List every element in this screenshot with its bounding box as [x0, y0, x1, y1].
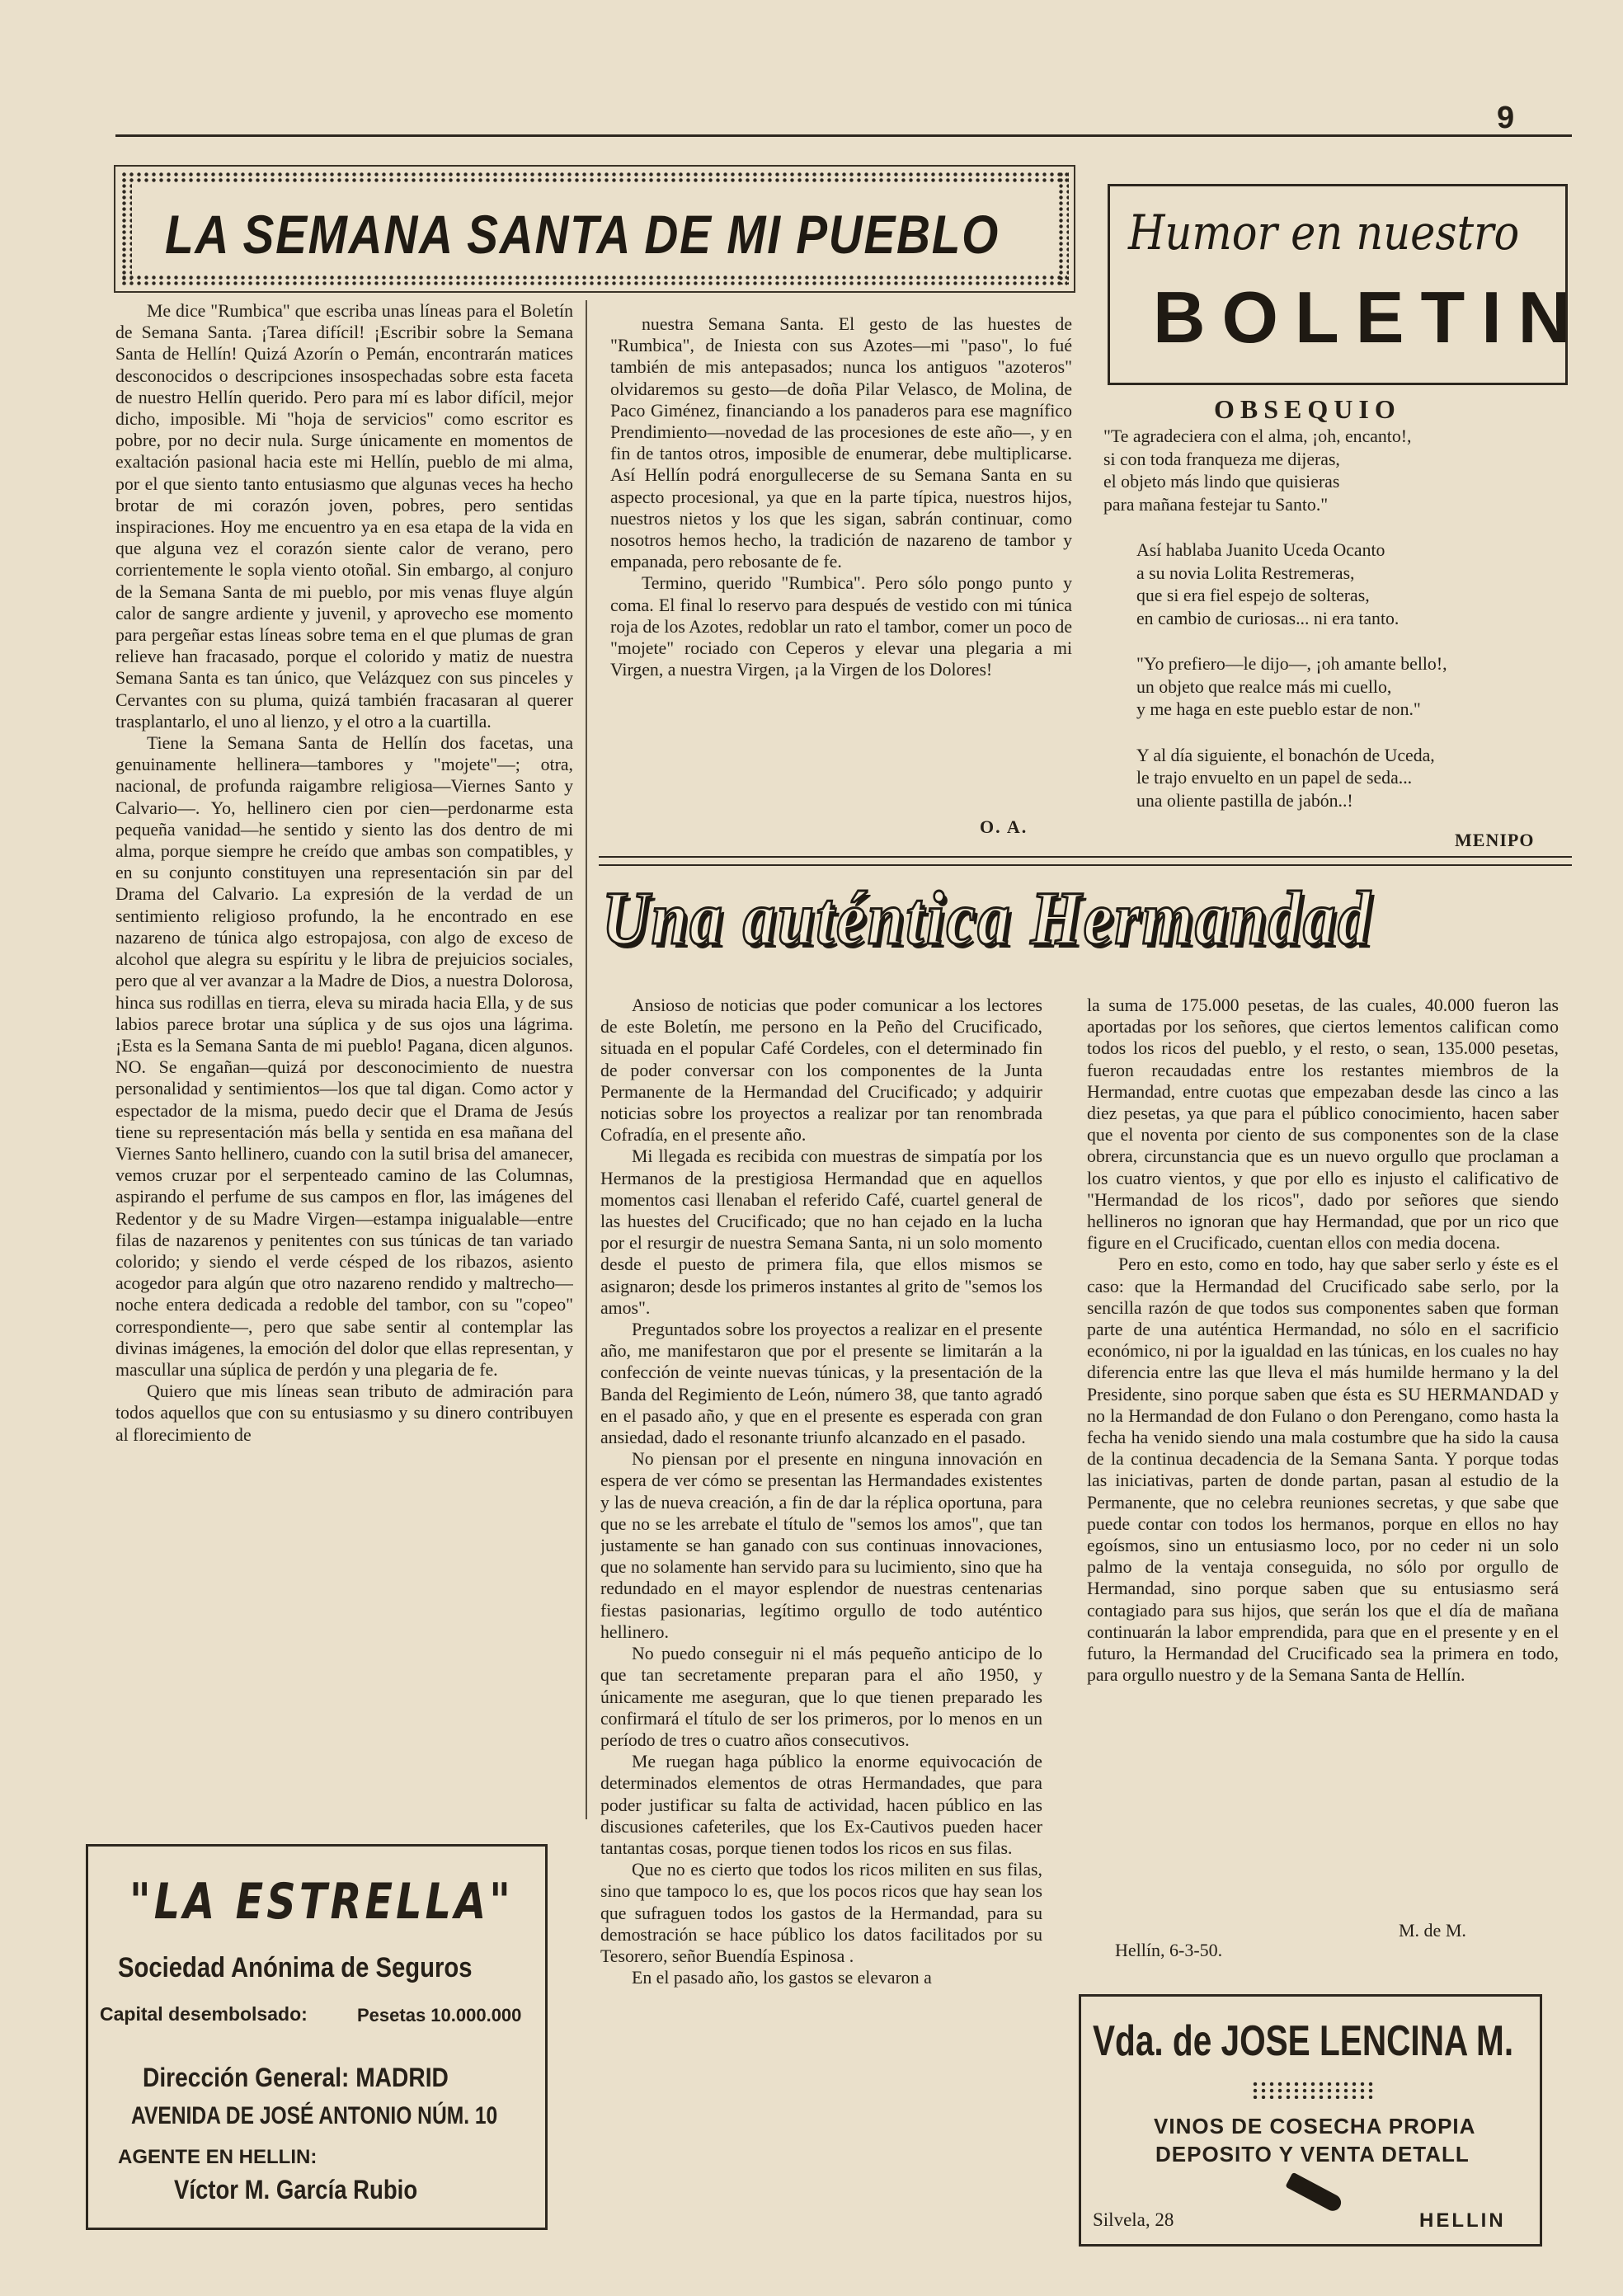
ad-estrella-name: "LA ESTRELLA": [129, 1873, 515, 1931]
ad-estrella-capital-value: Pesetas 10.000.000: [357, 2005, 522, 2025]
ad-lencina-address: Silvela, 28: [1093, 2209, 1174, 2230]
humor-title-line2: BOLETIN: [1153, 276, 1588, 358]
poem-stanza: Y al día siguiente, el bonachón de Uceda, le trajo envuelto en un papel de seda... una oliente pastilla de jabón..!: [1136, 745, 1435, 811]
paragraph: Termino, querido "Rumbica". Pero sólo pongo punto y coma. El final lo reservo para después de vestido con mi túnica roja de los Azotes, redoblar un rato el tambor, comer un poco de "mojete" rociado con Ceperos y elevar una plegaria a mi Virgen, a nuestra Virgen, ¡a la Virgen de los Dolores!: [610, 573, 1072, 680]
paragraph: Que no es cierto que todos los ricos militen en sus filas, sino que tampoco lo es, que los pocos ricos que hay sean los que sufraguen todos los gastos de la Hermandad, para su demostración se hace público los datos facilitados por su Tesorero, señor Buendía Espinosa .: [600, 1860, 1042, 1966]
article1-signature: O. A.: [980, 816, 1028, 837]
paragraph: Tiene la Semana Santa de Hellín dos facetas, una genuinamente hellinera—tambores y "mojete"—; otra, nacional, de profunda raigambre religiosa—Viernes Santo y Calvario—. Yo, hellinero cien por cien—perdonarme esta pequeña vanidad—he sentido y siento las dos dentro de mi alma, porque siempre he creído que ambas son compatibles, y en su conjunto constituyen una representación sin par del Drama del Calvario. La expresión de la verdad de un sentimiento religioso profundo, la he encontrado en ese nazareno de túnica algo estropajosa, con algo de exceso de alcohol que alegra su espíritu y le libra de prejuicios sociales, pero que al ver avanzar a la Madre de Dios, a nuestra Dolorosa, hinca sus rodillas en tierra, eleva su mirada hacia Ella, y de sus labios parece brotar una súplica y de sus ojos una lágrima. ¡Esta es la Semana Santa de mi pueblo! Pagana, dicen algunos. NO. Se engañan—quizá por desconocimiento de nuestra personalidad y sentimientos—los que tal digan. Como actor y espectador de la misma, puedo decir que el Drama de Jesús tiene su representación más bella y sentida en esa mañana del Viernes Santo hellinero, cuando con la sutil brisa del amanecer, vemos cruzar por el serpenteado camino de las Columnas, aspirando el perfume de sus campos en flor, las imágenes del Redentor y de su Madre Virgen—estampa inigualable—entre filas de nazarenos y penitentes con sus túnicas de tan variado colorido; y siendo el verde césped de los ribazos, asiento acogedor para algún que otro nazareno rendido y maltrecho—noche entera dedicada a redoble del tambor, con su "copeo" correspondiente—, pero que sabe sentir al contemplar las divinas imágenes, la emoción del dolor que ellas representan, y mascullar una súplica de perdón y una plegaria de fe.: [115, 733, 573, 1380]
ad-estrella-subtitle: Sociedad Anónima de Seguros: [118, 1952, 473, 1983]
ad-lencina-line1: VINOS DE COSECHA PROPIA: [1154, 2114, 1476, 2138]
poem-stanza: Así hablaba Juanito Uceda Ocanto a su novia Lolita Restremeras, que si era fiel espejo de solteras, en cambio de curiosas... ni era tanto.: [1136, 540, 1400, 628]
bottle-icon: [1285, 2172, 1343, 2214]
paragraph: No piensan por el presente en ninguna innovación en espera de ver cómo se presentan las Hermandades existentes y las de nueva creación, a fin de dar la réplica oportuna, para que no se les arrebate el título de "semos los amos", que tan justamente se han ganado con sus continuas innovaciones, que no solamente han servido para su lucimiento, sino que ha redundado en el mayor esplendor de nuestras centenarias fiestas pasionarias, legítimo orgullo de todo auténtico hellinero.: [600, 1449, 1042, 1642]
ad-lencina-city: HELLIN: [1419, 2209, 1506, 2232]
ad-lencina-ornament: [1251, 2081, 1375, 2099]
paragraph: No puedo conseguir ni el más pequeño anticipo de lo que tan secretamente preparan para el año 1950, y únicamente me aseguran, que lo que tienen preparado les confirmará el título de ser los primeros, por lo menos en un período de tres o cuatro años consecutivos.: [600, 1644, 1042, 1750]
humor-signature: MENIPO: [1455, 830, 1535, 850]
paragraph: Me ruegan haga público la enorme equivocación de determinados elementos de otras Hermandades, que para poder justificar su falta de actividad, hacen público en las discusiones cafeteriles, que los Ex-Cautivos pueden hacer tantantas cosas, porque tienen todos los ricos en sus filas.: [600, 1752, 1042, 1858]
paragraph: Preguntados sobre los proyectos a realizar en el presente año, me manifestaron que por el presente se limitarán a la confección de veinte nuevas túnicas, y la presentación de la Banda del Regimiento de León, número 38, que tanto agradó en el pasado año, y que en el presente es esperada con gran ansiedad, dado el resonante triunfo alcanzado en el pasado.: [600, 1320, 1042, 1448]
poem-stanza: "Te agradeciera con el alma, ¡oh, encanto!, si con toda franqueza me dijeras, el objeto más lindo que quisieras para mañana festejar tu Santo.": [1103, 426, 1412, 515]
poem: [1103, 426, 1574, 812]
ad-jose-lencina: [1079, 1994, 1542, 2247]
ad-estrella-agent-name: Víctor M. García Rubio: [174, 2175, 418, 2204]
paragraph: Me dice "Rumbica" que escriba unas líneas para el Boletín de Semana Santa. ¡Tarea difícil! ¡Escribir sobre la Semana Santa de Hellín! Quizá Azorín o Pemán, encontrarán matices desconocidos o descripciones insospechadas sobre esta faceta de nuestro Hellín querido. Pero para mí es labor difícil, mejor dicho, imposible. Mi "hoja de servicios" como escritor es pobre, por no decir nula. Surge únicamente en momentos de exaltación pasional hacia este mi Hellín, pueblo de mi alma, por el que siento tanto entusiasmo que algunas veces ha hecho brotar de mi corazón joven, pobres, pero sentidas inspiraciones. Hoy me encuentro ya en esa etapa de la vida en que alguna vez el corazón siente calor de verano, pero corrientemente le sopla viento otoñal. Sin embargo, al conjuro de la Semana Santa de mi pueblo, por mis venas fluye algún calor de sangre ardiente y juvenil, y aprovecho ese momento para pergeñar estas líneas sobre tema en el que plumas de gran relieve han fracasado, porque el colorido y matiz de nuestra Semana Santa es tan único, que Velázquez con sus pinceles y Cervantes con su pluma, quizá también fracasaran al querer trasplantarlo, el uno al lienzo, y el otro a la cuartilla.: [115, 301, 573, 732]
article1-column-2: [610, 313, 1072, 800]
article1-title-box: [114, 165, 1075, 293]
article2-title: Una auténtica Hermandad: [602, 876, 1373, 960]
humor-title-line1: Humor en nuestro: [1128, 205, 1520, 261]
poem-title: OBSEQUIO: [1214, 394, 1401, 424]
ad-estrella-agent-label: AGENTE EN HELLIN:: [118, 2146, 318, 2168]
paragraph: Mi llegada es recibida con muestras de simpatía por los Hermanos de la prestigiosa Hermandad que en aquellos momentos casi llenaban el referido Café, cuartel general de las huestes del Crucificado; que no han cejado en la lucha por el resurgir de nuestra Semana Santa, ni un solo momento desde el puesto de primera fila, que ellos mismos se asignaron; desde los primeros instantes al grito de "semos los amos".: [600, 1146, 1042, 1318]
ad-la-estrella: [86, 1844, 548, 2230]
ad-lencina-line2: DEPOSITO Y VENTA DETALL: [1155, 2142, 1470, 2167]
paragraph: En el pasado año, los gastos se elevaron a: [632, 1968, 932, 1988]
article2-column-2: [1087, 995, 1559, 1918]
article2-column-1: [600, 995, 1042, 2230]
page-number: 9: [1497, 101, 1515, 135]
paragraph: Ansioso de noticias que poder comunicar a los lectores de este Boletín, me persono en la Peño del Crucificado, situada en el popular Café Cordeles, con el determinado fin de poder conversar con los componentes de la Junta Permanente de la Hermandad del Crucificado; y adquirir noticias sobre los proyectos a realizar por tan renombrada Cofradía, en el presente año.: [600, 995, 1042, 1146]
article2-signature: M. de M.: [1399, 1920, 1466, 1941]
paragraph: Quiero que mis líneas sean tributo de admiración para todos aquellos que con su entusiasmo y su dinero contribuyen al florecimiento de: [115, 1381, 573, 1445]
paragraph: la suma de 175.000 pesetas, de las cuales, 40.000 fueron las aportadas por los señores, que ciertos lementos califican como todos los ricos del pueblo, y el resto, o sean, 135.000 pesetas, fueron recaudadas entre los restantes miembros de la Hermandad, entre cuotas que empezaban desde las cinco a las diez pesetas, ya que para el público conocimiento, hacen saber que el noventa por ciento de sus componentes son de la clase obrera, circunstancia que es un nuevo orgullo que proclaman a los cuatro vientos, y que por ello es injusto el calificativo de "Hermandad de los ricos", dado por señores que siendo hellineros no ignoran que hay Hermandad, que por un rico que figure en el Crucificado, cuentan ellos con media docena.: [1087, 995, 1559, 1254]
article2-place-date: Hellín, 6-3-50.: [1115, 1940, 1223, 1960]
ad-lencina-name: Vda. de JOSE LENCINA M.: [1093, 2017, 1514, 2065]
article1-title: LA SEMANA SANTA DE MI PUEBLO: [165, 204, 1000, 265]
article1-column-1: [115, 300, 573, 1819]
paragraph: nuestra Semana Santa. El gesto de las huestes de "Rumbica", de Iniesta con sus Azotes—mi "paso", lo fué también de mis antepasados; nunca los antiguos "azoteros" olvidaremos su gesto—de doña Pilar Velasco, de Molina, de Paco Giménez, financiando a los panaderos para ese magnífico Prendimiento—novedad de las procesiones de este año—, y en fin de tantos otros, imposible de enumerar, debe multiplicarse. Así Hellín podrá enorgullecerse de su Semana Santa en su aspecto procesional, ya que en la parte típica, nuestros hijos, nuestros nietos y los que les sigan, sabrán continuar, como nosotros hemos hecho, la tradición de nazareno de tambor y empanada, pero rebosante de fe.: [610, 314, 1072, 572]
poem-stanza: "Yo prefiero—le dijo—, ¡oh amante bello!, un objeto que realce más mi cuello, y me haga en este pueblo estar de non.": [1136, 654, 1447, 719]
header-rule: [115, 134, 1572, 137]
column-divider: [586, 300, 587, 1819]
ad-estrella-capital-label: Capital desembolsado:: [100, 2003, 308, 2025]
ad-estrella-hq-line2: AVENIDA DE JOSÉ ANTONIO NÚM. 10: [131, 2102, 498, 2129]
ad-estrella-hq-line1: Dirección General: MADRID: [143, 2063, 449, 2092]
paragraph: Pero en esto, como en todo, hay que saber serlo y éste es el caso: que la Hermandad del Crucificado sabe serlo, por la sencilla razón de que todos sus componentes saben que forman parte de una auténtica Hermandad, no sólo en el sacrificio económico, ni por la igualdad en las túnicas, en los cuales no hay diferencia entre las que lleva el más humilde hermano y la del Presidente, sino porque saben que ésta es SU HERMANDAD y no la Hermandad de don Fulano o don Perengano, como hasta la fecha ha venido siendo una mala costumbre que ha sido la causa de la continua decadencia de la Semana Santa. Y porque todas las iniciativas, parten de donde partan, pasan al estudio de la Permanente, que no celebra reuniones secretas, y que sabe que puede contar con todos los hermanos, porque en ellos no hay egoísmos, sino un entusiasmo loco, por no ceder ni un solo palmo de la ventaja conseguida, no sólo por orgullo de Hermandad, sino porque saben que su entusiasmo será contagiado para sus hijos, que serán los que el día de mañana continuarán la labor emprendida, para que en el presente y en el futuro, la Hermandad del Crucificado sea la primera en todo, para orgullo nuestro y de la Semana Santa de Hellín.: [1087, 1254, 1559, 1686]
article2-title-rule: [599, 856, 1572, 866]
humor-title-box: [1108, 184, 1588, 385]
